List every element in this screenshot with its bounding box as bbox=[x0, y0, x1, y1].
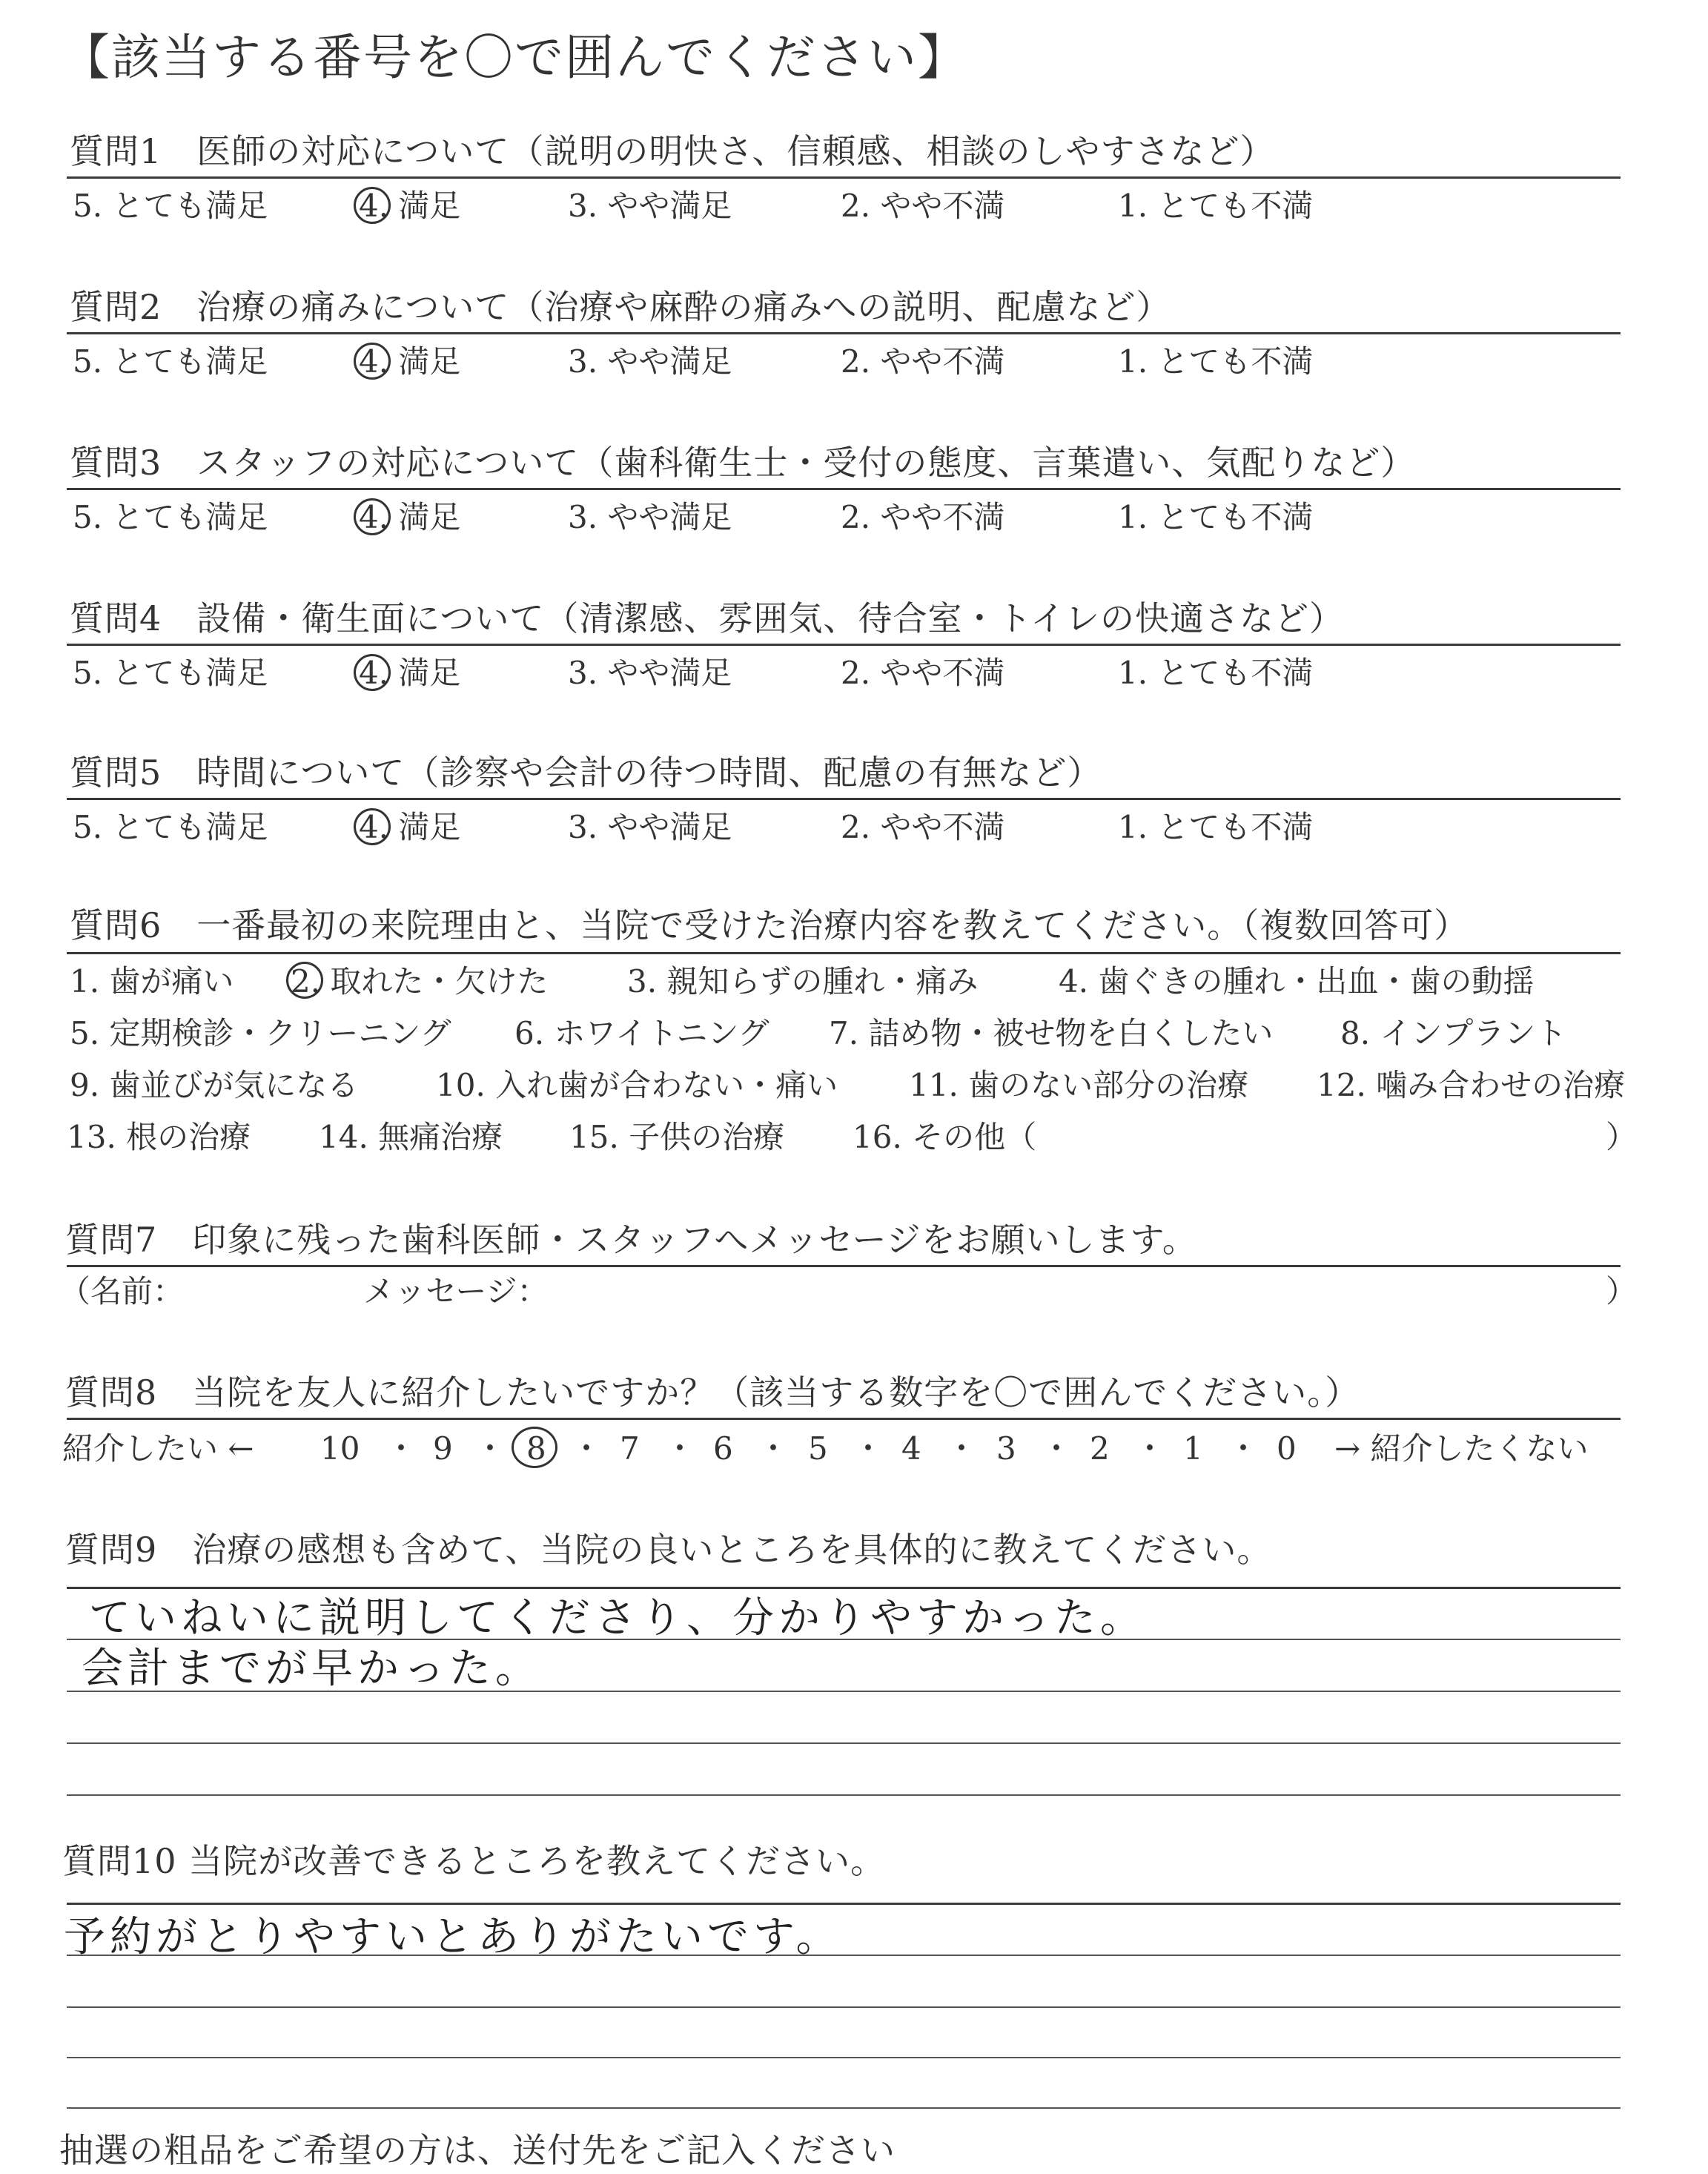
handwritten-answer: 会計までが早かった。 bbox=[82, 1645, 541, 1693]
rating-option-2[interactable]: 2. やや不満 bbox=[841, 499, 1005, 535]
underline bbox=[67, 1418, 1621, 1420]
rating-option-4[interactable]: 4. 満足 bbox=[359, 343, 461, 380]
underline bbox=[67, 798, 1621, 800]
reason-option[interactable]: 1. 歯が痛い bbox=[70, 963, 234, 1000]
name-label: （名前： bbox=[59, 1273, 185, 1309]
scale-value-4[interactable]: 4 bbox=[901, 1430, 921, 1467]
reason-option[interactable]: 3. 親知らずの腫れ・痛み bbox=[627, 963, 979, 1000]
scale-separator: ・ bbox=[853, 1430, 884, 1467]
rating-option-3[interactable]: 3. やや満足 bbox=[568, 655, 732, 691]
reason-option[interactable]: 10. 入れ歯が合わない・痛い bbox=[436, 1067, 838, 1103]
rating-option-5[interactable]: 5. とても満足 bbox=[73, 499, 268, 535]
rating-option-1[interactable]: 1. とても不満 bbox=[1118, 188, 1314, 224]
scale-separator: ・ bbox=[758, 1430, 790, 1467]
rating-option-4[interactable]: 4. 満足 bbox=[359, 809, 461, 845]
rating-option-3[interactable]: 3. やや満足 bbox=[568, 809, 732, 845]
answer-line bbox=[67, 2006, 1621, 2008]
question-title: 質問5 時間について（診察や会計の待つ時間、配慮の有無など） bbox=[70, 753, 1102, 793]
scale-value-9[interactable]: 9 bbox=[433, 1430, 453, 1467]
scale-separator: ・ bbox=[1228, 1430, 1260, 1467]
selected-circle-mark bbox=[512, 1427, 557, 1468]
reason-option[interactable]: 6. ホワイトニング bbox=[514, 1015, 769, 1051]
reason-option[interactable]: 14. 無痛治療 bbox=[319, 1119, 503, 1155]
scale-value-7[interactable]: 7 bbox=[620, 1430, 640, 1467]
rating-option-2[interactable]: 2. やや不満 bbox=[841, 188, 1005, 224]
answer-line bbox=[67, 2057, 1621, 2058]
question-title: 質問8 当院を友人に紹介したいですか？（該当する数字を〇で囲んでください。） bbox=[65, 1372, 1360, 1413]
reason-option-other[interactable]: 16. その他（ bbox=[853, 1119, 1037, 1155]
scale-value-3[interactable]: 3 bbox=[996, 1430, 1016, 1467]
reason-option[interactable]: 7. 詰め物・被せ物を白くしたい bbox=[829, 1015, 1274, 1051]
question-title: 質問10 当院が改善できるところを教えてください。 bbox=[62, 1841, 886, 1881]
reason-option[interactable]: 13. 根の治療 bbox=[67, 1119, 251, 1155]
scale-value-5[interactable]: 5 bbox=[808, 1430, 828, 1467]
rating-option-1[interactable]: 1. とても不満 bbox=[1118, 655, 1314, 691]
footer-note: 抽選の粗品をご希望の方は、送付先をご記入ください bbox=[59, 2130, 896, 2170]
scale-separator: ・ bbox=[1041, 1430, 1073, 1467]
answer-line bbox=[67, 1794, 1621, 1796]
scale-separator: ・ bbox=[474, 1430, 506, 1467]
underline bbox=[67, 644, 1621, 646]
question-title: 質問1 医師の対応について（説明の明快さ、信頼感、相談のしやすさなど） bbox=[70, 131, 1275, 171]
answer-line bbox=[67, 1742, 1621, 1744]
reason-option[interactable]: 12. 噛み合わせの治療 bbox=[1317, 1067, 1626, 1103]
rating-option-2[interactable]: 2. やや不満 bbox=[841, 343, 1005, 380]
scale-separator: ・ bbox=[571, 1430, 603, 1467]
rating-option-2[interactable]: 2. やや不満 bbox=[841, 809, 1005, 845]
other-close-paren: ） bbox=[1606, 1119, 1638, 1155]
message-label: メッセージ： bbox=[363, 1273, 549, 1309]
scale-value-1[interactable]: 1 bbox=[1183, 1430, 1203, 1467]
reason-option[interactable]: 5. 定期検診・クリーニング bbox=[70, 1015, 451, 1051]
answer-line bbox=[67, 2107, 1621, 2109]
message-close-paren: ） bbox=[1606, 1273, 1638, 1309]
scale-separator: ・ bbox=[1134, 1430, 1166, 1467]
rating-option-4[interactable]: 4. 満足 bbox=[359, 188, 461, 224]
rating-option-5[interactable]: 5. とても満足 bbox=[73, 809, 268, 845]
underline bbox=[67, 952, 1621, 954]
reason-option[interactable]: 2. 取れた・欠けた bbox=[291, 963, 549, 1000]
scale-separator: ・ bbox=[385, 1430, 417, 1467]
underline bbox=[67, 332, 1621, 334]
scale-separator: ・ bbox=[664, 1430, 696, 1467]
question-title: 質問4 設備・衛生面について（清潔感、雰囲気、待合室・トイレの快適さなど） bbox=[70, 598, 1345, 638]
selected-circle-mark bbox=[354, 343, 391, 380]
rating-option-3[interactable]: 3. やや満足 bbox=[568, 343, 732, 380]
reason-option[interactable]: 4. 歯ぐきの腫れ・出血・歯の動揺 bbox=[1059, 963, 1535, 1000]
selected-circle-mark bbox=[354, 187, 391, 224]
reason-option[interactable]: 8. インプラント bbox=[1340, 1015, 1567, 1051]
rating-option-3[interactable]: 3. やや満足 bbox=[568, 188, 732, 224]
rating-option-4[interactable]: 4. 満足 bbox=[359, 499, 461, 535]
question-title: 質問7 印象に残った歯科医師・スタッフへメッセージをお願いします。 bbox=[65, 1220, 1197, 1260]
scale-value-2[interactable]: 2 bbox=[1090, 1430, 1110, 1467]
rating-option-1[interactable]: 1. とても不満 bbox=[1118, 809, 1314, 845]
underline bbox=[67, 176, 1621, 179]
scale-value-6[interactable]: 6 bbox=[713, 1430, 733, 1467]
selected-circle-mark bbox=[354, 654, 391, 691]
rating-option-1[interactable]: 1. とても不満 bbox=[1118, 343, 1314, 380]
selected-circle-mark bbox=[354, 498, 391, 535]
form-heading: 【該当する番号を〇で囲んでください】 bbox=[61, 29, 968, 86]
question-title: 質問2 治療の痛みについて（治療や麻酔の痛みへの説明、配慮など） bbox=[70, 287, 1171, 327]
scale-value-0[interactable]: 0 bbox=[1277, 1430, 1297, 1467]
reason-option[interactable]: 9. 歯並びが気になる bbox=[70, 1067, 359, 1103]
reason-option[interactable]: 15. 子供の治療 bbox=[569, 1119, 785, 1155]
reason-option[interactable]: 11. 歯のない部分の治療 bbox=[909, 1067, 1249, 1103]
selected-circle-mark bbox=[286, 962, 323, 999]
rating-option-5[interactable]: 5. とても満足 bbox=[73, 655, 268, 691]
scale-value-8[interactable]: 8 bbox=[526, 1430, 546, 1467]
question-title: 質問6 一番最初の来院理由と、当院で受けた治療内容を教えてください。（複数回答可） bbox=[70, 905, 1469, 945]
rating-option-1[interactable]: 1. とても不満 bbox=[1118, 499, 1314, 535]
scale-separator: ・ bbox=[946, 1430, 978, 1467]
rating-option-4[interactable]: 4. 満足 bbox=[359, 655, 461, 691]
handwritten-answer: ていねいに説明してくださり、分かりやすかった。 bbox=[89, 1594, 1146, 1642]
handwritten-answer: 予約がとりやすいとありがたいです。 bbox=[64, 1913, 842, 1961]
underline bbox=[67, 488, 1621, 490]
rating-option-5[interactable]: 5. とても満足 bbox=[73, 343, 268, 380]
rating-option-5[interactable]: 5. とても満足 bbox=[73, 188, 268, 224]
scale-left-label: 紹介したい ← bbox=[62, 1430, 254, 1467]
rating-option-3[interactable]: 3. やや満足 bbox=[568, 499, 732, 535]
underline bbox=[67, 1265, 1621, 1267]
question-title: 質問9 治療の感想も含めて、当院の良いところを具体的に教えてください。 bbox=[65, 1530, 1272, 1570]
scale-value-10[interactable]: 10 bbox=[320, 1430, 360, 1467]
rating-option-2[interactable]: 2. やや不満 bbox=[841, 655, 1005, 691]
question-title: 質問3 スタッフの対応について（歯科衛生士・受付の態度、言葉遣い、気配りなど） bbox=[70, 443, 1416, 483]
selected-circle-mark bbox=[354, 808, 391, 845]
scale-right-label: → 紹介したくない bbox=[1334, 1430, 1589, 1467]
